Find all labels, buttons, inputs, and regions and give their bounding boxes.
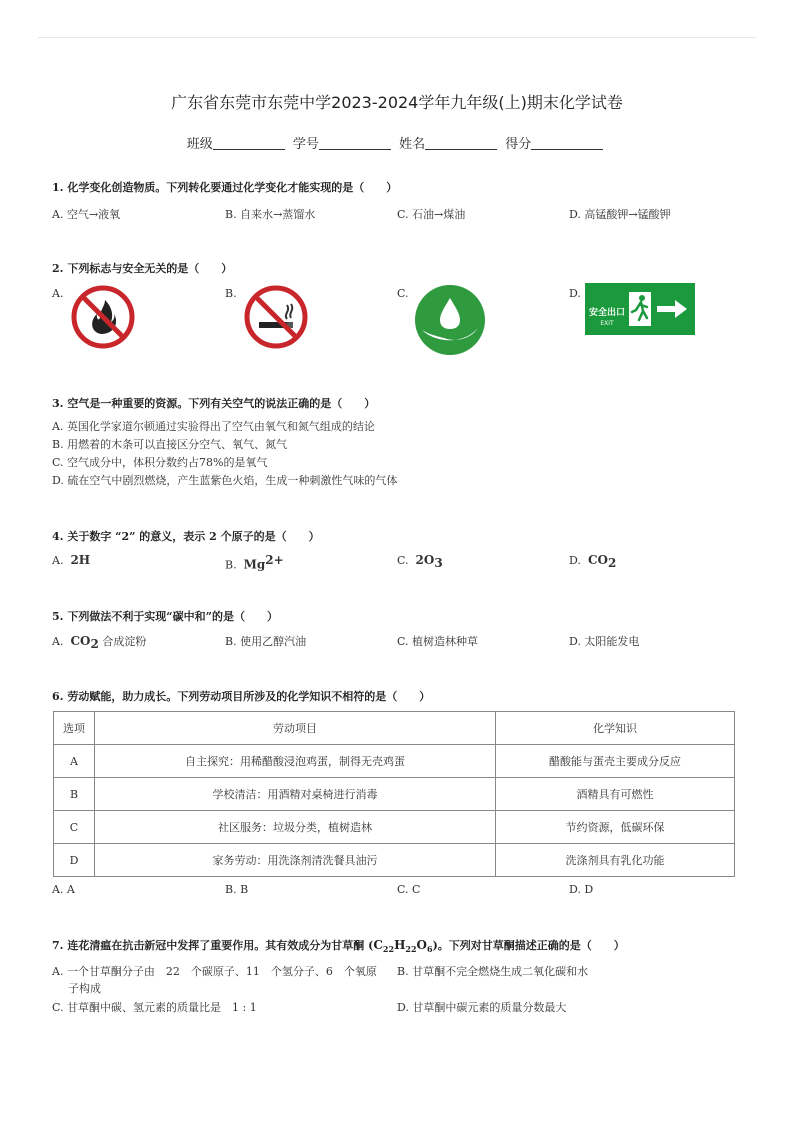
q7-formula-c: C <box>373 938 383 952</box>
score-label: 得分 <box>505 137 532 152</box>
q5-option-c[interactable]: C. 植树造林种草 <box>397 635 479 648</box>
q6-option-c[interactable]: C. C <box>397 883 421 896</box>
q4-stem: 4. 关于数字 “2” 的意义，表示 2 个原子的是（ ） <box>52 530 320 543</box>
q6-row-b-knowledge: 酒精具有可燃性 <box>496 778 735 811</box>
q6-table <box>53 711 735 877</box>
q6-row-d-knowledge: 洗涤剂具有乳化功能 <box>496 844 735 877</box>
student-id-label: 学号 <box>292 137 319 152</box>
q1-option-b[interactable]: B. 自来水→蒸馏水 <box>225 208 316 221</box>
student-info-line <box>0 133 794 152</box>
q6-header-labor: 劳动项目 <box>95 712 496 745</box>
q5-option-d[interactable]: D. 太阳能发电 <box>569 635 640 648</box>
q5-option-a[interactable] <box>52 633 146 651</box>
name-label: 姓名 <box>399 137 426 152</box>
q2-label-d[interactable]: D. <box>569 287 581 300</box>
table-row <box>54 778 735 811</box>
q6-row-a-option: A <box>54 745 95 778</box>
q5-formula-a: CO <box>70 634 91 648</box>
q6-row-a-knowledge: 醋酸能与蛋壳主要成分反应 <box>496 745 735 778</box>
q4-option-d[interactable] <box>569 553 616 570</box>
table-row <box>54 811 735 844</box>
table-row <box>54 745 735 778</box>
q6-stem: 6. 劳动赋能，助力成长。下列劳动项目所涉及的化学知识不相符的是（ ） <box>52 690 431 703</box>
q7-stem <box>52 937 625 954</box>
q3-options <box>52 418 397 490</box>
q1-option-c[interactable]: C. 石油→煤油 <box>397 208 466 221</box>
q2-stem: 2. 下列标志与安全无关的是（ ） <box>52 262 233 275</box>
q3-option-d[interactable]: D. 硫在空气中剧烈燃烧，产生蓝紫色火焰，生成一种刺激性气味的气体 <box>52 474 398 487</box>
q7-option-a[interactable] <box>52 963 377 999</box>
q5-option-a-text: 合成淀粉 <box>102 635 147 648</box>
q7-option-d[interactable]: D. 甘草酮中碳元素的质量分数最大 <box>397 1001 567 1014</box>
exit-sign-chinese-text: 安全出口 <box>588 308 626 318</box>
no-fire-sign-icon[interactable] <box>70 284 136 350</box>
q7-option-a-line2: 子构成 <box>68 982 101 995</box>
q4-option-c[interactable] <box>397 553 443 570</box>
q2-label-c[interactable]: C. <box>397 287 409 300</box>
q4-formula-c: 2O <box>415 553 435 567</box>
emergency-exit-sign-icon[interactable] <box>585 283 695 335</box>
exam-title: 广东省东莞市东莞中学2023-2024学年九年级(上)期末化学试卷 <box>171 93 623 112</box>
q4-label-d: D. <box>569 554 581 567</box>
score-blank[interactable] <box>531 137 603 150</box>
q7-formula-c-subscript: 22 <box>382 944 395 955</box>
q6-header-knowledge: 化学知识 <box>496 712 735 745</box>
q4-label-a: A. <box>52 554 64 567</box>
q7-option-a-line1: A. 一个甘草酮分子由 22 个碳原子、11 个氢分子、6 个氧原 <box>52 965 377 978</box>
q7-option-c[interactable]: C. 甘草酮中碳、氢元素的质量比是 1 : 1 <box>52 1001 257 1014</box>
q6-option-d[interactable]: D. D <box>569 883 594 896</box>
q6-row-c-option: C <box>54 811 95 844</box>
q4-formula-d-subscript: 2 <box>607 556 617 571</box>
q4-formula-c-subscript: 3 <box>434 556 443 571</box>
q2-label-b[interactable]: B. <box>225 287 237 300</box>
q6-row-c-labor: 社区服务：垃圾分类，植树造林 <box>95 811 496 844</box>
q6-option-b[interactable]: B. B <box>225 883 249 896</box>
q3-option-b[interactable]: B. 用燃着的木条可以直接区分空气、氧气、氮气 <box>52 438 288 451</box>
q1-option-d[interactable]: D. 高锰酸钾→锰酸钾 <box>569 208 671 221</box>
water-saving-sign-icon[interactable] <box>414 284 486 356</box>
q4-formula-d: CO <box>587 553 608 567</box>
q7-stem-pre: 7. 连花清瘟在抗击新冠中发挥了重要作用。其有效成分为甘草酮 ( <box>52 939 374 952</box>
q4-formula-b: Mg <box>243 557 266 572</box>
q7-formula-o-subscript: 6 <box>427 944 433 955</box>
q6-table-header-row <box>54 712 735 745</box>
q4-formula-b-charge: 2+ <box>265 553 284 567</box>
q6-row-d-option: D <box>54 844 95 877</box>
class-blank[interactable] <box>213 137 285 150</box>
table-row <box>54 844 735 877</box>
q7-stem-post: )。下列对甘草酮描述正确的是（ ） <box>432 939 625 952</box>
no-smoking-sign-icon[interactable] <box>243 284 309 350</box>
q6-row-b-labor: 学校清洁：用酒精对桌椅进行消毒 <box>95 778 496 811</box>
exit-sign-english-text: EXIT <box>600 320 614 327</box>
q4-label-c: C. <box>397 554 409 567</box>
q3-option-a[interactable]: A. 英国化学家道尔顿通过实验得出了空气由氧气和氮气组成的结论 <box>52 420 375 433</box>
q1-stem: 1. 化学变化创造物质。下列转化要通过化学变化才能实现的是（ ） <box>52 181 398 194</box>
q5-label-a: A. <box>52 635 64 648</box>
q4-option-b[interactable] <box>225 553 284 572</box>
q6-row-c-knowledge: 节约资源，低碳环保 <box>496 811 735 844</box>
q7-formula-h-subscript: 22 <box>405 944 417 955</box>
q4-label-b: B. <box>225 558 237 572</box>
class-label: 班级 <box>186 137 213 152</box>
q4-option-a[interactable] <box>52 553 90 567</box>
q2-label-a[interactable]: A. <box>52 287 64 300</box>
q7-formula-h: H <box>394 938 406 952</box>
q1-option-a[interactable]: A. 空气→液氧 <box>52 208 121 221</box>
q5-formula-a-subscript: 2 <box>90 637 99 652</box>
q5-stem: 5. 下列做法不利于实现“碳中和”的是（ ） <box>52 610 278 623</box>
q6-row-a-labor: 自主探究：用稀醋酸浸泡鸡蛋，制得无壳鸡蛋 <box>95 745 496 778</box>
q3-stem: 3. 空气是一种重要的资源。下列有关空气的说法正确的是（ ） <box>52 397 376 410</box>
student-id-blank[interactable] <box>319 137 391 150</box>
name-blank[interactable] <box>425 137 497 150</box>
top-rule <box>38 37 756 38</box>
q6-header-option: 选项 <box>54 712 95 745</box>
q4-formula-a: 2H <box>70 553 91 567</box>
q6-option-a[interactable]: A. A <box>52 883 75 896</box>
q7-formula-o: O <box>416 938 427 952</box>
q5-option-b[interactable]: B. 使用乙醇汽油 <box>225 635 307 648</box>
q6-row-d-labor: 家务劳动：用洗涤剂清洗餐具油污 <box>95 844 496 877</box>
q3-option-c[interactable]: C. 空气成分中，体积分数约占78%的是氧气 <box>52 456 268 469</box>
q7-option-b[interactable]: B. 甘草酮不完全燃烧生成二氧化碳和水 <box>397 965 589 978</box>
q6-row-b-option: B <box>54 778 95 811</box>
